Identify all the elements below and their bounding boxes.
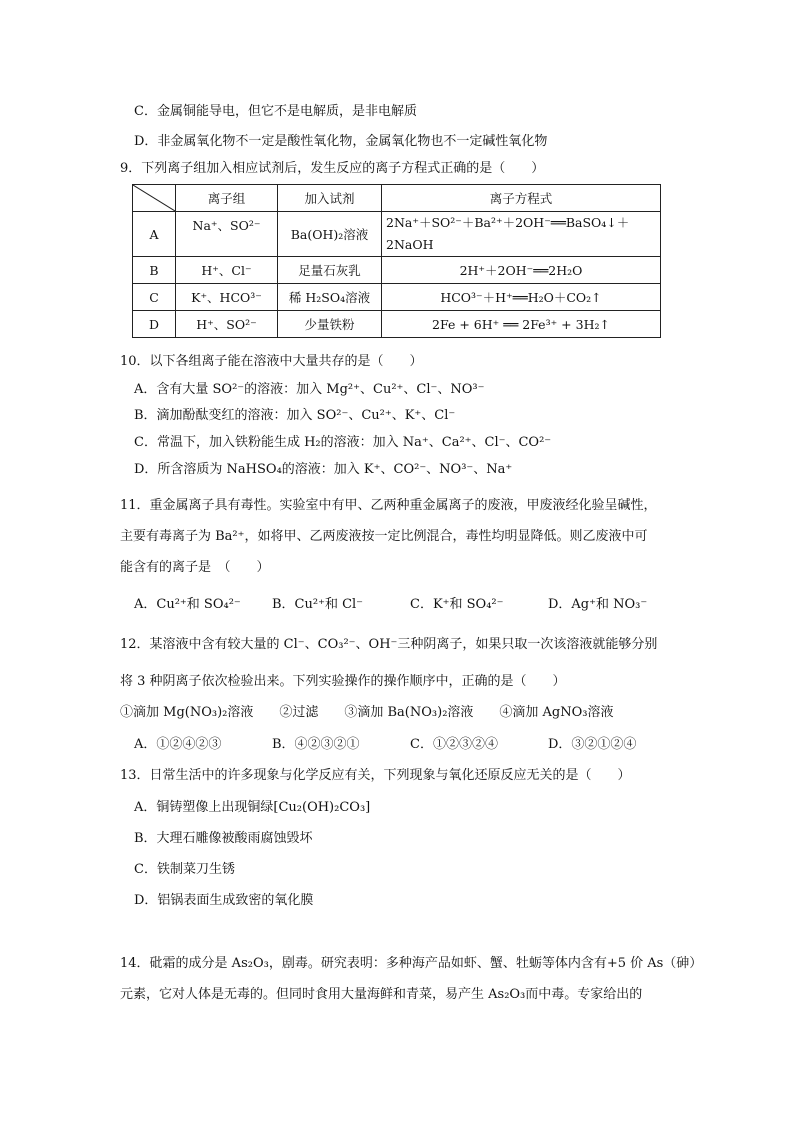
q10-option-d: D．所含溶质为 NaHSO₄的溶液：加入 K⁺、CO²⁻、NO³⁻、Na⁺ — [134, 462, 513, 477]
row-label: C — [133, 284, 176, 311]
row-equation: HCO³⁻＋H⁺══H₂O＋CO₂↑ — [382, 284, 661, 311]
row-equation: 2Fe + 6H⁺ ══ 2Fe³⁺ + 3H₂↑ — [382, 311, 661, 338]
q11-stem-line-2: 主要有毒离子为 Ba²⁺，如将甲、乙两废液按一定比例混合，毒性均明显降低。则乙废液中可 — [120, 529, 648, 544]
equation-line-2: 2NaOH — [386, 237, 434, 252]
q13-stem: 13．日常生活中的许多现象与化学反应有关，下列现象与氧化还原反应无关的是（ ） — [120, 768, 631, 783]
q13-option-a: A．铜铸塑像上出现铜绿[Cu₂(OH)₂CO₃] — [134, 800, 371, 815]
row-reagent: 足量石灰乳 — [278, 257, 382, 284]
row-equation: 2H⁺＋2OH⁻══2H₂O — [382, 257, 661, 284]
q12-option-a: A．①②④②③ — [134, 737, 222, 752]
row-label: B — [133, 257, 176, 284]
row-reagent: 稀 H₂SO₄溶液 — [278, 284, 382, 311]
table-header-row — [133, 185, 661, 212]
q11-option-d: D．Ag⁺和 NO₃⁻ — [548, 597, 648, 612]
row-label: D — [133, 311, 176, 338]
q12-stem-line-2: 将 3 种阴离子依次检验出来。下列实验操作的操作顺序中，正确的是（ ） — [120, 674, 566, 689]
q10-option-c: C．常温下，加入铁粉能生成 H₂的溶液：加入 Na⁺、Ca²⁺、Cl⁻、CO²⁻ — [134, 435, 552, 450]
equation-line-1: 2Na⁺＋SO²⁻＋Ba²⁺＋2OH⁻══BaSO₄↓＋ — [386, 215, 630, 230]
q10-stem: 10．以下各组离子能在溶液中大量共存的是（ ） — [120, 354, 423, 369]
q12-stem-line-1: 12．某溶液中含有较大量的 Cl⁻、CO₃²⁻、OH⁻三种阴离子，如果只取一次该溶液就能够分别 — [120, 637, 658, 652]
row-reagent: 少量铁粉 — [278, 311, 382, 338]
table-row — [133, 284, 661, 311]
table-corner-cell — [133, 185, 176, 212]
q13-option-d: D．铝锅表面生成致密的氧化膜 — [134, 893, 314, 908]
header-ion-group: 离子组 — [176, 185, 278, 212]
q10-option-a: A．含有大量 SO²⁻的溶液：加入 Mg²⁺、Cu²⁺、Cl⁻、NO³⁻ — [134, 382, 485, 397]
row-ions: H⁺、SO²⁻ — [176, 311, 278, 338]
header-equation: 离子方程式 — [382, 185, 661, 212]
ion-reaction-table — [132, 184, 661, 338]
q11-stem-line-1: 11．重金属离子具有毒性。实验室中有甲、乙两种重金属离子的废液，甲废液经化验呈碱性， — [120, 498, 657, 513]
q11-option-c: C．K⁺和 SO₄²⁻ — [410, 597, 504, 612]
q10-option-b: B．滴加酚酞变红的溶液：加入 SO²⁻、Cu²⁺、K⁺、Cl⁻ — [134, 408, 456, 423]
q13-option-c: C．铁制菜刀生锈 — [134, 862, 235, 877]
q8-option-c: C．金属铜能导电，但它不是电解质，是非电解质 — [134, 104, 417, 119]
table-row — [133, 257, 661, 284]
table-row — [133, 311, 661, 338]
q14-stem-line-1: 14．砒霜的成分是 As₂O₃，剧毒。研究表明：多种海产品如虾、蟹、牡蛎等体内含有+5 价 As（砷） — [120, 956, 703, 971]
row-equation — [382, 212, 661, 257]
q14-stem-line-2: 元素，它对人体是无毒的。但同时食用大量海鲜和青菜，易产生 As₂O₃而中毒。专家给出的 — [120, 987, 643, 1002]
q8-option-d: D．非金属氧化物不一定是酸性氧化物，金属氧化物也不一定碱性氧化物 — [134, 134, 548, 149]
table-row — [133, 212, 661, 257]
q11-option-a: A．Cu²⁺和 SO₄²⁻ — [134, 597, 241, 612]
diagonal-line-icon — [133, 185, 175, 211]
row-label: A — [133, 212, 176, 257]
q11-stem-line-3: 能含有的离子是 （ ） — [120, 560, 270, 575]
q11-option-b: B．Cu²⁺和 Cl⁻ — [272, 597, 364, 612]
q12-option-b: B．④②③②① — [272, 737, 360, 752]
q12-operations: ①滴加 Mg(NO₃)₂溶液 ②过滤 ③滴加 Ba(NO₃)₂溶液 ④滴加 AgNO₃溶液 — [120, 705, 614, 720]
row-ions: Na⁺、SO²⁻ — [176, 212, 278, 257]
header-reagent: 加入试剂 — [278, 185, 382, 212]
row-reagent: Ba(OH)₂溶液 — [278, 212, 382, 257]
q9-stem: 9．下列离子组加入相应试剂后，发生反应的离子方程式正确的是（ ） — [120, 161, 545, 176]
q12-option-c: C．①②③②④ — [410, 737, 498, 752]
q13-option-b: B．大理石雕像被酸雨腐蚀毁坏 — [134, 831, 313, 846]
q12-option-d: D．③②①②④ — [548, 737, 637, 752]
row-ions: H⁺、Cl⁻ — [176, 257, 278, 284]
row-ions: K⁺、HCO³⁻ — [176, 284, 278, 311]
